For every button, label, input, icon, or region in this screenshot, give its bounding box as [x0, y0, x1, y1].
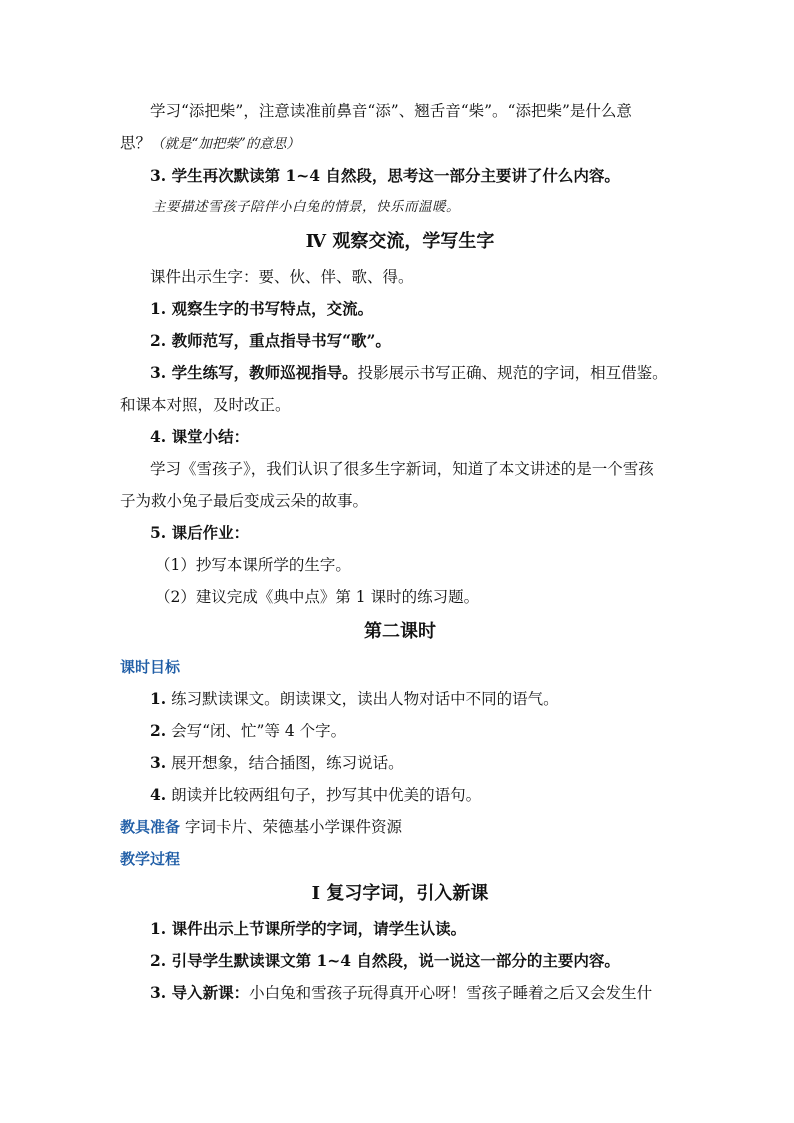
prep-label: 教具准备	[120, 818, 181, 836]
handwritten-note: （就是“加把柴”的意思）	[151, 136, 300, 152]
homework-item: （2）建议完成《典中点》第 1 课时的练习题。	[155, 588, 480, 606]
step-label: 3. 学生练写，教师巡视指导。	[150, 363, 358, 382]
paragraph-line: 学习《雪孩子》，我们认识了很多生字新词，知道了本文讲述的是一个雪孩	[150, 460, 654, 478]
step-item: 3. 学生再次默读第 1~4 自然段，思考这一部分主要讲了什么内容。	[150, 166, 620, 185]
text: 引导学生默读课文第 1~4 自然段，说一说这一部分的主要内容。	[166, 951, 620, 970]
process-label: 教学过程	[120, 850, 181, 868]
paragraph-line: 和课本对照，及时改正。	[120, 396, 291, 414]
goal-item	[150, 752, 710, 774]
text: 思？	[120, 134, 152, 152]
step-item: 1. 观察生字的书写特点，交流。	[150, 299, 374, 318]
goal-number: 2.	[150, 721, 167, 740]
lesson-title: 第二课时	[364, 621, 436, 642]
step-label: 3. 导入新课：	[150, 983, 250, 1002]
goal-item	[150, 720, 710, 742]
paragraph-line: 子为救小兔子最后变成云朵的故事。	[120, 492, 369, 510]
step-item: 2. 教师范写，重点指导书写“歌”。	[150, 331, 391, 350]
goals-label: 课时目标	[120, 658, 181, 676]
text: 投影展示书写正确、规范的字词，相互借鉴。	[357, 364, 668, 382]
prep-line	[120, 816, 680, 838]
step-item: 1. 课件出示上节课所学的字词，请学生认读。	[150, 919, 467, 938]
step-item: 5. 课后作业：	[150, 523, 250, 542]
handwritten-answer: 主要描述雪孩子陪伴小白兔的情景，快乐而温暖。	[152, 199, 460, 215]
text: 学习“添把柴”，注意读准前鼻音“添”、翘舌音“柴”。“添把柴”是什么意	[150, 102, 632, 120]
goal-number: 1.	[150, 689, 167, 708]
paragraph-line: 课件出示生字：要、伙、伴、歌、得。	[150, 268, 414, 286]
section-heading: Ⅳ 观察交流，学写生字	[305, 231, 495, 252]
text: 展开想象，结合插图，练习说话。	[166, 754, 404, 772]
paragraph-line	[150, 100, 710, 122]
section-heading: Ⅰ 复习字词，引入新课	[311, 883, 489, 904]
step-item	[150, 362, 710, 384]
goal-item	[150, 688, 710, 710]
step-label: 2.	[150, 951, 167, 970]
prep-text: 字词卡片、荣德基小学课件资源	[184, 818, 402, 836]
goal-number: 3.	[150, 753, 167, 772]
step-item	[150, 950, 710, 972]
goal-number: 4.	[150, 785, 167, 804]
goal-item	[150, 784, 710, 806]
step-item: 4. 课堂小结：	[150, 427, 250, 446]
homework-item: （1）抄写本课所学的生字。	[155, 556, 351, 574]
step-item	[150, 982, 710, 1004]
text: 小白兔和雪孩子玩得真开心呀！雪孩子睡着之后又会发生什	[249, 984, 653, 1002]
text: 朗读并比较两组句子，抄写其中优美的语句。	[166, 786, 482, 804]
process-label-line	[120, 848, 680, 870]
text: 会写“闭、忙”等 4 个字。	[166, 722, 347, 740]
goals-label-line	[120, 656, 680, 678]
paragraph-line	[120, 132, 680, 155]
text: 练习默读课文。朗读课文，读出人物对话中不同的语气。	[166, 690, 559, 708]
